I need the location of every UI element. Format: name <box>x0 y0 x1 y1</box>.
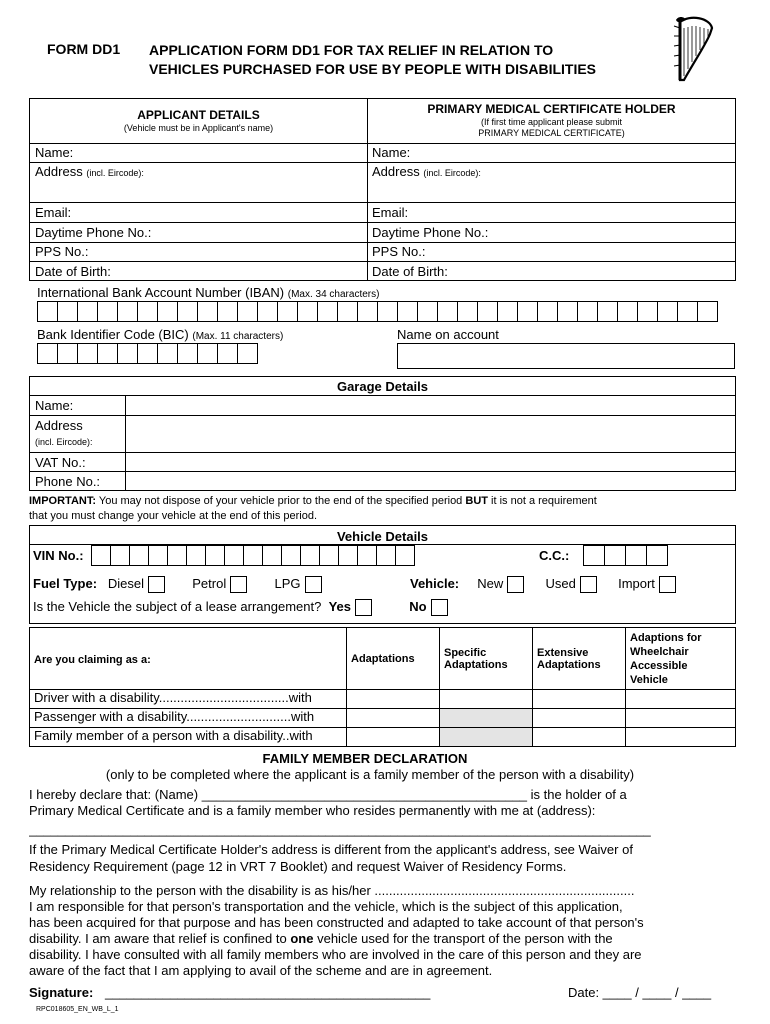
declaration-title: FAMILY MEMBER DECLARATION <box>262 751 468 766</box>
applicant-phone-field[interactable]: Daytime Phone No.: <box>35 225 152 240</box>
form-title-line1: APPLICATION FORM DD1 FOR TAX RELIEF IN RELATION TO <box>149 42 554 58</box>
cc-input-cells[interactable] <box>583 545 667 566</box>
fuel-petrol-label: Petrol <box>192 576 227 591</box>
responsibility-line2: has been acquired for that purpose and has been constructed and adapted to take account of that person's <box>29 915 644 930</box>
col-adaptations-header: Adaptations <box>347 628 440 690</box>
medical-subtitle2: PRIMARY MEDICAL CERTIFICATE) <box>478 128 625 138</box>
garage-phone-label: Phone No.: <box>35 474 101 489</box>
account-name-input[interactable] <box>397 343 735 369</box>
applicant-address-field[interactable]: Address (incl. Eircode): <box>35 164 144 179</box>
claim-cell[interactable] <box>533 709 626 728</box>
vehicle-import-checkbox[interactable] <box>659 576 676 593</box>
declaration-line1: I hereby declare that: (Name) _____________________________________________ is the holder of a <box>29 787 627 802</box>
claim-cell[interactable] <box>533 690 626 709</box>
garage-vat-input[interactable] <box>126 453 735 471</box>
responsibility-line4: disability. I have consulted with all family members who are involved in the care of this person and they are <box>29 947 642 962</box>
garage-address-input[interactable] <box>126 416 735 452</box>
waiver-line1: If the Primary Medical Certificate Holder's address is different from the applicant's address, see Waiver of <box>29 842 633 857</box>
fuel-lpg-label: LPG <box>274 576 301 591</box>
claim-cell[interactable] <box>347 709 440 728</box>
medical-pps-field[interactable]: PPS No.: <box>372 244 426 259</box>
vin-label: VIN No.: <box>33 548 84 563</box>
medical-email-field[interactable]: Email: <box>372 205 409 220</box>
important-note: IMPORTANT: You may not dispose of your vehicle prior to the end of the specified period BUT it is not a requirement <box>29 495 597 507</box>
lease-row <box>33 599 448 616</box>
garage-phone-input[interactable] <box>126 472 735 490</box>
declaration-subtitle: (only to be completed where the applicant is a family member of the person with a disability) <box>105 767 635 782</box>
vin-input-cells[interactable] <box>91 545 414 566</box>
iban-input-cells[interactable] <box>37 301 717 322</box>
lease-no-label: No <box>409 599 427 614</box>
medical-phone-field[interactable]: Daytime Phone No.: <box>372 225 489 240</box>
claim-question: Are you claiming as a: <box>30 628 347 690</box>
medical-dob-field[interactable]: Date of Birth: <box>372 264 448 279</box>
fuel-diesel-checkbox[interactable] <box>148 576 165 593</box>
responsibility-line1: I am responsible for that person's transportation and the vehicle, which is the subject of this application, <box>29 899 623 914</box>
lease-yes-checkbox[interactable] <box>355 599 372 616</box>
form-code: FORM DD1 <box>47 41 121 57</box>
garage-address-label: Address <box>35 418 83 433</box>
harp-emblem-icon <box>670 14 718 86</box>
medical-title: PRIMARY MEDICAL CERTIFICATE HOLDER <box>427 102 676 116</box>
responsibility-line5: aware of the fact that I am applying to avail of the scheme and are in agreement. <box>29 963 493 978</box>
claim-cell[interactable] <box>440 690 533 709</box>
garage-title: Garage Details <box>336 379 429 394</box>
bic-input-cells[interactable] <box>37 343 257 364</box>
col-extensive-header: Extensive Adaptations <box>533 628 626 690</box>
medical-subtitle1: (If first time applicant please submit <box>480 117 623 127</box>
vehicle-title: Vehicle Details <box>336 529 429 544</box>
garage-name-input[interactable] <box>126 396 735 415</box>
iban-label: International Bank Account Number (IBAN) (Max. 34 characters) <box>37 285 380 300</box>
claim-row-driver <box>30 690 736 709</box>
responsibility-line3: disability. I am aware that relief is confined to one vehicle used for the transport of the person with the <box>29 931 613 946</box>
claim-cell-disabled <box>440 709 533 728</box>
medical-name-field[interactable]: Name: <box>372 145 411 160</box>
declaration-line2: Primary Medical Certificate and is a family member who resides permanently with me at (address): <box>29 803 596 818</box>
medical-address-field[interactable]: Address (incl. Eircode): <box>372 164 481 179</box>
claim-cell[interactable] <box>626 709 736 728</box>
applicant-title: APPLICANT DETAILS <box>137 108 260 122</box>
claim-table <box>29 627 736 747</box>
applicant-subtitle: (Vehicle must be in Applicant's name) <box>123 123 274 133</box>
col-specific-header: Specific Adaptations <box>440 628 533 690</box>
form-title-line2: VEHICLES PURCHASED FOR USE BY PEOPLE WITH DISABILITIES <box>149 61 597 77</box>
vehicle-label: Vehicle: <box>410 576 460 591</box>
garage-name-label: Name: <box>35 398 74 413</box>
applicant-pps-field[interactable]: PPS No.: <box>35 244 89 259</box>
garage-address-note: (incl. Eircode): <box>35 437 93 447</box>
bic-label: Bank Identifier Code (BIC) (Max. 11 characters) <box>37 327 284 342</box>
applicant-email-field[interactable]: Email: <box>35 205 72 220</box>
claim-row-label: Family member of a person with a disability..with <box>30 728 347 747</box>
garage-vat-label: VAT No.: <box>35 455 86 470</box>
claim-cell[interactable] <box>347 728 440 747</box>
claim-cell-disabled <box>440 728 533 747</box>
cc-label: C.C.: <box>539 548 570 563</box>
col-wheelchair-header: Adaptions for Wheelchair Accessible Vehicle <box>626 628 736 690</box>
fuel-lpg-checkbox[interactable] <box>305 576 322 593</box>
claim-cell[interactable] <box>347 690 440 709</box>
claim-cell[interactable] <box>626 728 736 747</box>
footer-code: RPC018605_EN_WB_L_1 <box>36 1006 119 1013</box>
vehicle-type-row <box>410 576 676 593</box>
applicant-medical-table <box>29 98 736 281</box>
waiver-line2: Residency Requirement (page 12 in VRT 7 Booklet) and request Waiver of Residency Forms. <box>29 859 567 874</box>
vehicle-used-checkbox[interactable] <box>580 576 597 593</box>
lease-question: Is the Vehicle the subject of a lease arrangement? <box>33 599 322 614</box>
applicant-dob-field[interactable]: Date of Birth: <box>35 264 111 279</box>
garage-table <box>29 376 736 491</box>
important-note-line2: that you must change your vehicle at the end of this period. <box>29 510 318 522</box>
date-field[interactable]: Date: ____ / ____ / ____ <box>568 985 712 1000</box>
vehicle-new-label: New <box>477 576 504 591</box>
applicant-name-field[interactable]: Name: <box>35 145 74 160</box>
claim-cell[interactable] <box>626 690 736 709</box>
vehicle-new-checkbox[interactable] <box>507 576 524 593</box>
vehicle-import-label: Import <box>618 576 655 591</box>
relationship-line[interactable]: My relationship to the person with the disability is as his/her ........................................................................ <box>29 883 635 898</box>
account-name-label: Name on account <box>397 327 499 342</box>
fuel-petrol-checkbox[interactable] <box>230 576 247 593</box>
lease-yes-label: Yes <box>328 599 352 614</box>
claim-row-label: Driver with a disability....................................with <box>30 690 347 709</box>
claim-row-passenger <box>30 709 736 728</box>
vehicle-used-label: Used <box>545 576 576 591</box>
fuel-diesel-label: Diesel <box>107 576 145 591</box>
fuel-type-label: Fuel Type: <box>33 576 98 591</box>
claim-cell[interactable] <box>533 728 626 747</box>
fuel-type-row <box>33 576 322 593</box>
claim-row-family <box>30 728 736 747</box>
signature-line[interactable]: _____________________________________________ <box>105 985 431 1000</box>
signature-label: Signature: <box>29 985 94 1000</box>
claim-row-label: Passenger with a disability.............................with <box>30 709 347 728</box>
lease-no-checkbox[interactable] <box>431 599 448 616</box>
declaration-address-line[interactable]: ______________________________________________________________________________________ <box>29 822 651 837</box>
